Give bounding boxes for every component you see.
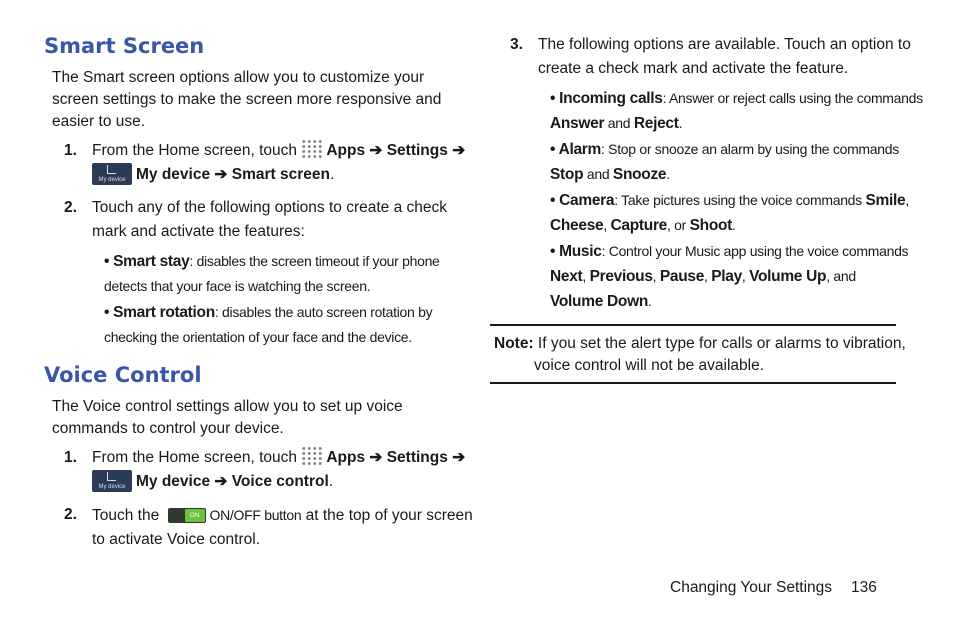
apps-icon: [301, 139, 323, 159]
smart-screen-heading: Smart Screen: [44, 34, 205, 58]
smart-stay-bullet: • Smart stay: disables the screen timeout if your phone detects that your face is watching the screen.: [104, 253, 440, 294]
smart-screen-step-1: 1. From the Home screen, touch Apps ➔ Settings ➔ My device My device ➔ Smart screen.: [64, 139, 454, 189]
voice-control-step-3: 3. The following options are available. Touch an option to create a check mark and activate the feature.: [510, 36, 911, 77]
note-box: Note: If you set the alert type for calls or alarms to vibration, voice control will not be available.: [490, 324, 896, 384]
voice-control-step-1: 1. From the Home screen, touch Apps ➔ Settings ➔ My device My device ➔ Voice control.: [64, 446, 454, 496]
note-label: Note:: [494, 335, 534, 352]
footer-page-number: 136: [851, 579, 877, 596]
voice-control-intro: The Voice control settings allow you to set up voice commands to control your device.: [52, 398, 403, 437]
music-bullet: • Music: Control your Music app using the voice commands Next, Previous, Pause, Play, Volume Up, and Volume Down.: [550, 243, 909, 310]
apps-icon: [301, 446, 323, 466]
smart-screen-intro: The Smart screen options allow you to customize your screen settings to make the screen more responsive and easier to use.: [52, 69, 442, 130]
my-device-icon: My device: [92, 470, 132, 492]
camera-bullet: • Camera: Take pictures using the voice commands Smile, Cheese, Capture, or Shoot.: [550, 192, 909, 234]
voice-control-step-2: 2. Touch the ON ON/OFF button at the top of your screen to activate Voice control.: [64, 506, 473, 548]
smart-screen-step-2: 2. Touch any of the following options to create a check mark and activate the features:: [64, 199, 447, 240]
voice-control-heading: Voice Control: [44, 363, 202, 387]
footer-section: Changing Your Settings: [670, 579, 833, 596]
my-device-icon: My device: [92, 163, 132, 185]
on-off-toggle-icon: ON: [168, 508, 206, 523]
alarm-bullet: • Alarm: Stop or snooze an alarm by using the commands Stop and Snooze.: [550, 141, 899, 183]
incoming-calls-bullet: • Incoming calls: Answer or reject calls using the commands Answer and Reject.: [550, 90, 923, 132]
smart-rotation-bullet: • Smart rotation: disables the auto screen rotation by checking the orientation of your face and the device.: [104, 304, 433, 345]
